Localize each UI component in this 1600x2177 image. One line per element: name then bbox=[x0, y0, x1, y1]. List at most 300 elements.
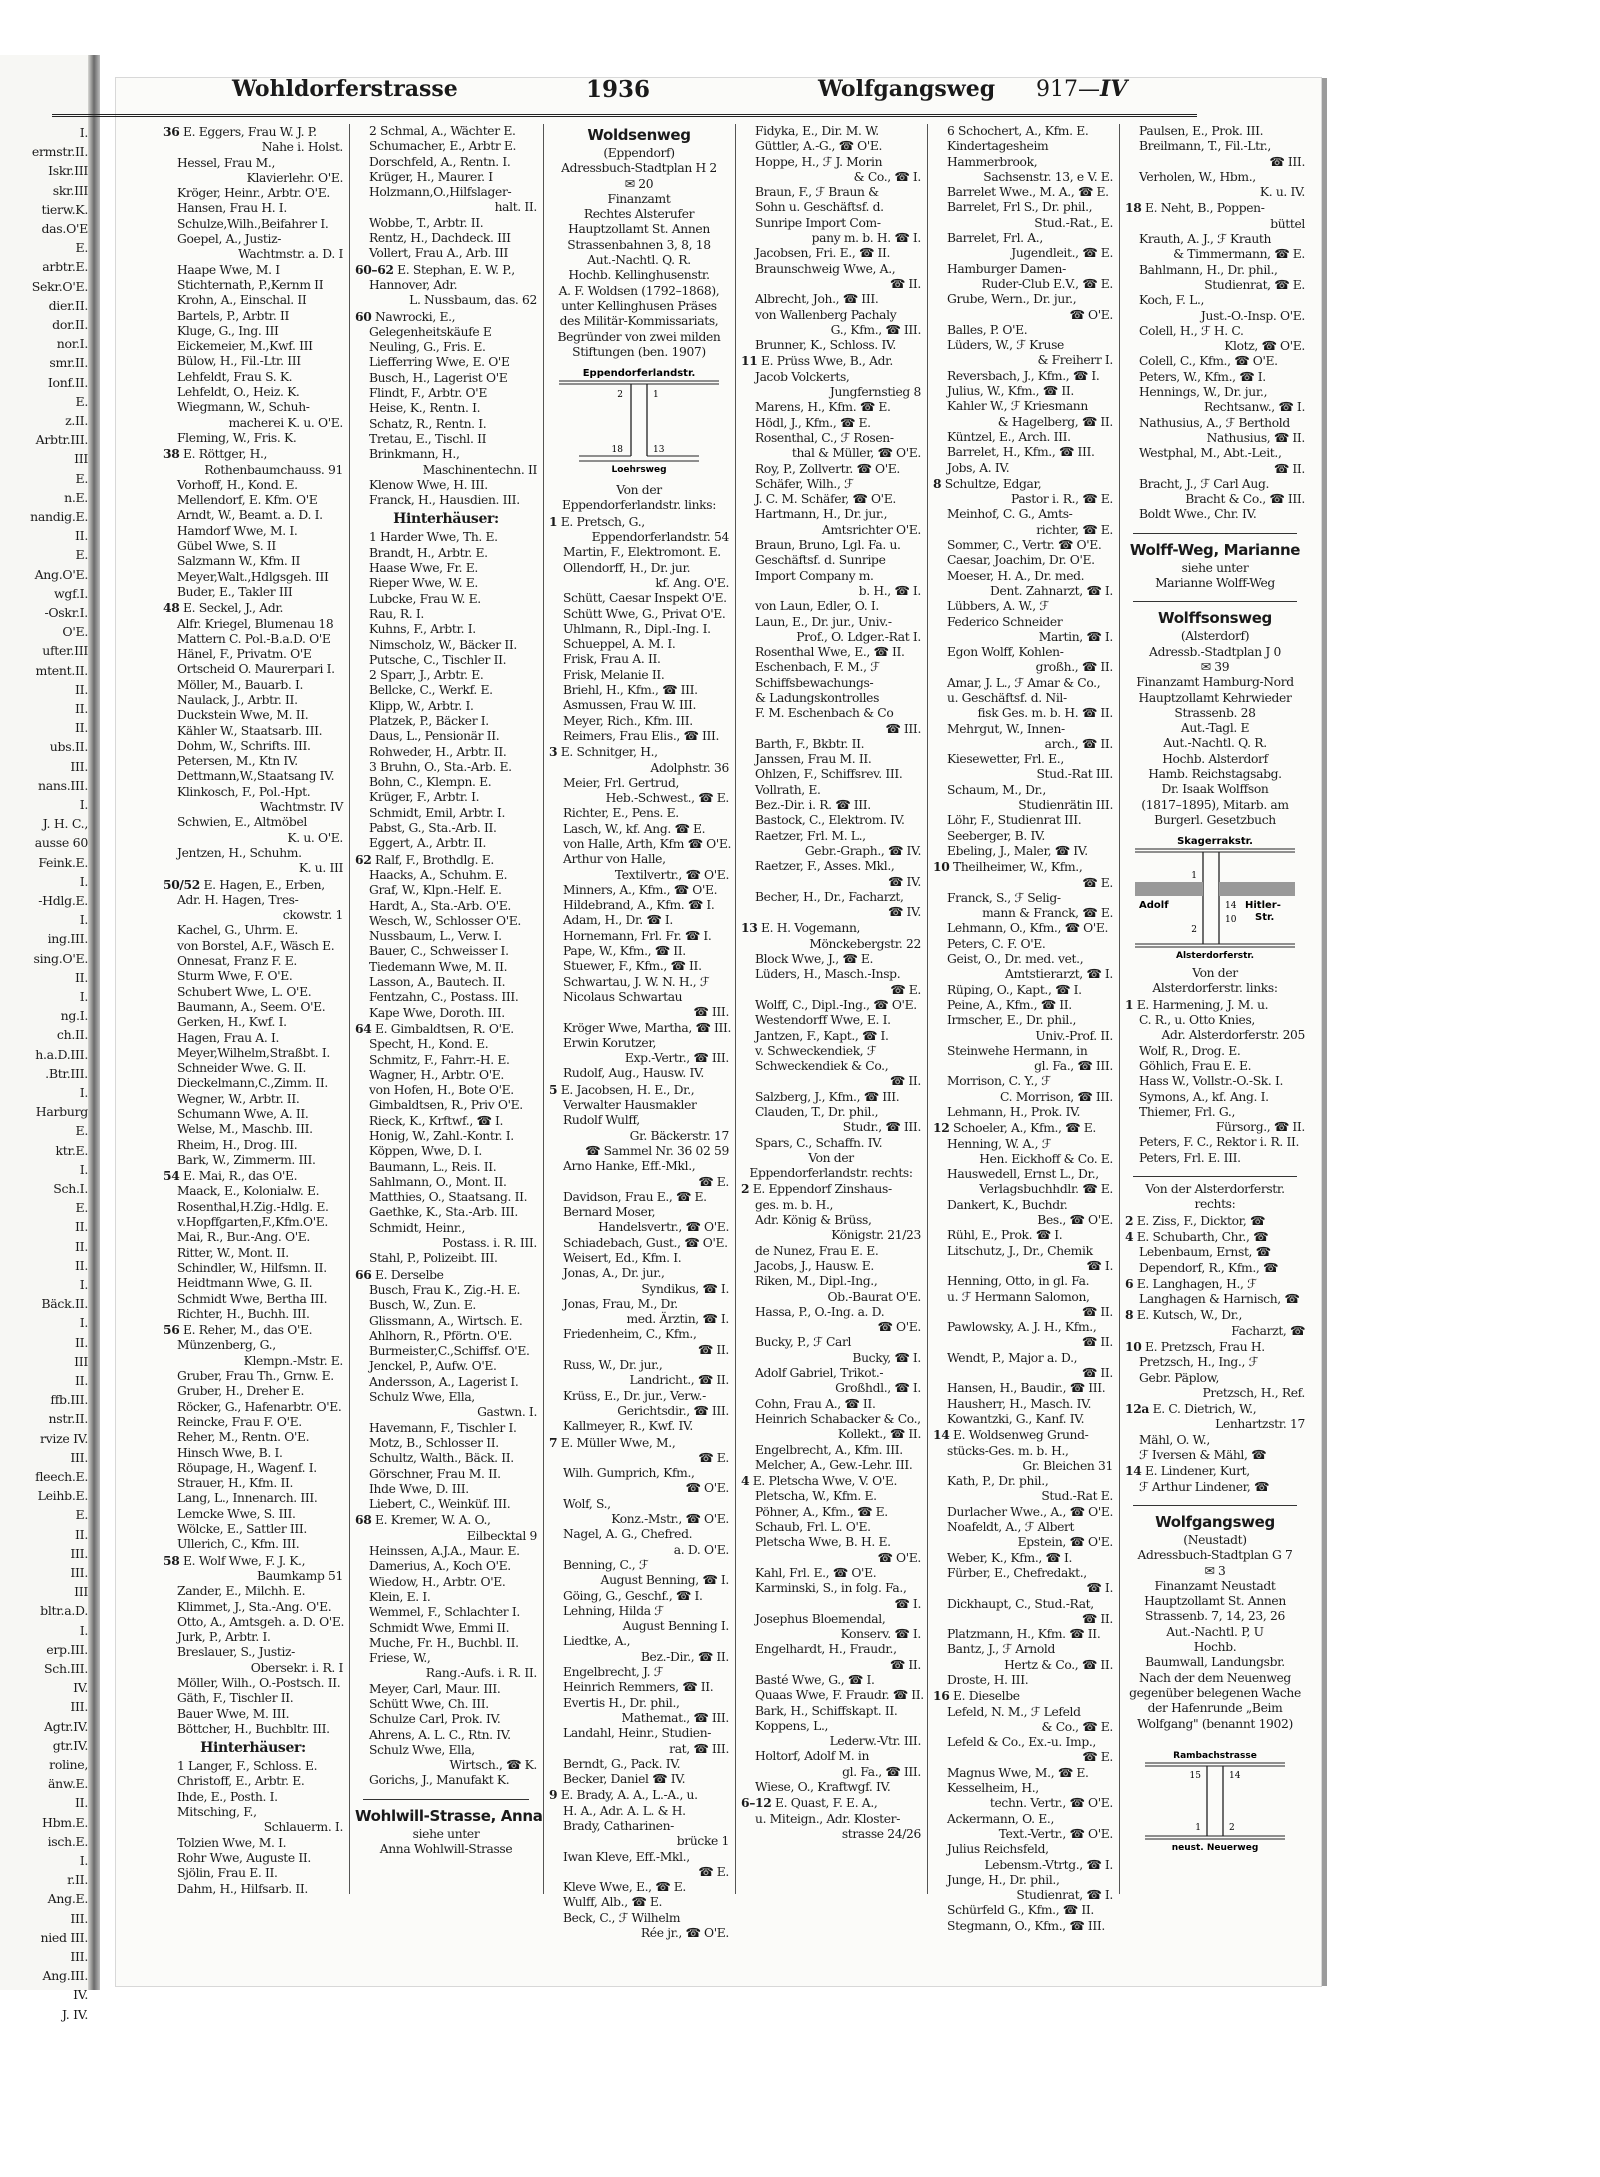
entry-continuation: Gebr.-Graph., ☎ IV. bbox=[804, 843, 921, 858]
left-page-fragment-line: ermstr.II. bbox=[31, 144, 88, 160]
directory-entry-line: Bahlmann, H., Dr. phil., bbox=[1139, 262, 1278, 277]
directory-entry-line: Amar, J. L., ℱ Amar & Co., bbox=[947, 675, 1101, 690]
directory-entry-line: Wagner, H., Arbtr. O'E. bbox=[369, 1067, 504, 1082]
directory-entry-line: Baumann, A., Seem. O'E. bbox=[177, 999, 326, 1014]
directory-entry-line: Kath, P., Dr. phil., bbox=[947, 1474, 1049, 1489]
directory-entry-line: Krüger, F., Arbtr. I. bbox=[369, 790, 480, 805]
directory-entry-line: Salzmann W., Kfm. II bbox=[177, 554, 301, 569]
house-number: 9 bbox=[549, 1787, 558, 1803]
directory-entry-line: H. A., Adr. A. L. & H. bbox=[563, 1803, 686, 1818]
directory-entry-line: Kähler W., Staatsarb. III. bbox=[177, 723, 323, 738]
entry-continuation: Konserv. ☎ I. bbox=[840, 1627, 921, 1642]
house-number-entry: 10 E. Pretzsch, Frau H. bbox=[1125, 1339, 1265, 1354]
entry-continuation: Eilbecktal 9 bbox=[466, 1528, 537, 1543]
directory-entry-line: Vollert, Frau A., Arb. III bbox=[369, 246, 509, 261]
entry-continuation: Hen. Eickhoff & Co. E. bbox=[979, 1151, 1113, 1166]
entry-continuation: Studienrat, ☎ I. bbox=[1016, 1888, 1113, 1903]
directory-entry-line: Sunripe Import Com- bbox=[755, 215, 881, 230]
directory-entry-line: Brady, Catharinen- bbox=[563, 1818, 674, 1833]
entry-continuation: ☎ II. bbox=[1081, 1335, 1113, 1350]
street-info-line: Hauptzollamt St. Annen bbox=[1144, 1594, 1286, 1609]
map-number: 18 bbox=[611, 445, 623, 456]
left-page-fragment-line: z.II. bbox=[65, 413, 88, 428]
house-number: 36 bbox=[163, 124, 180, 139]
left-page-fragment-line: nied III. bbox=[40, 1929, 88, 1945]
house-number-entry: 4 E. Schubarth, Chr., ☎ bbox=[1125, 1228, 1269, 1244]
entry-continuation: Heb.-Schwest., ☎ E. bbox=[605, 791, 729, 806]
house-number: 60–62 bbox=[355, 261, 394, 277]
entry-continuation: & Freiherr I. bbox=[1037, 353, 1113, 368]
house-number: 66 bbox=[355, 1266, 372, 1282]
directory-entry-line: Sommer, C., Vertr. ☎ O'E. bbox=[947, 538, 1102, 553]
directory-entry-line: Bastock, C., Elektrom. IV. bbox=[755, 813, 905, 828]
directory-entry-line: Wolff, C., Dipl.-Ing., ☎ O'E. bbox=[755, 997, 917, 1012]
left-page-fragment-line: II. bbox=[75, 720, 88, 736]
map-label-left: Adolf bbox=[1139, 900, 1169, 912]
directory-entry-line: Boldt Wwe., Chr. IV. bbox=[1139, 507, 1257, 522]
directory-entry-line: Schultz, Walth., Bäck. II. bbox=[369, 1451, 514, 1466]
street-map-svg bbox=[1125, 1736, 1305, 1866]
street-info-line: Marianne Wolff-Weg bbox=[1155, 576, 1275, 591]
entry-continuation: Eppendorferlandstr. 54 bbox=[591, 530, 729, 545]
directory-entry-line: Baumann, L., Reis. II. bbox=[369, 1159, 497, 1174]
left-page-fragment-line: II. bbox=[75, 1795, 88, 1811]
street-info-line: Baumwall, Landungsbr. bbox=[1145, 1655, 1285, 1670]
directory-entry-line: Schumann Wwe, A. II. bbox=[177, 1107, 309, 1121]
directory-entry-line: Fidyka, E., Dir. M. W. bbox=[755, 124, 879, 138]
entry-continuation: Schlauerm. I. bbox=[263, 1820, 343, 1835]
directory-entry-line: Becher, H., Dr., Facharzt, bbox=[755, 889, 904, 904]
directory-entry-line: Grube, Wern., Dr. jur., bbox=[947, 292, 1077, 307]
directory-entry-line: de Nunez, Frau E. E. bbox=[755, 1243, 879, 1258]
directory-entry-line: Rosenthal Wwe, E., ☎ II. bbox=[755, 645, 905, 660]
entry-continuation: gl. Fa., ☎ III. bbox=[842, 1764, 921, 1779]
left-page-fragment-line: Feink.E. bbox=[38, 854, 88, 870]
directory-entry-line: Nathusius, A., ℱ Berthold bbox=[1139, 415, 1290, 430]
directory-entry-line: Schiadebach, Gust., ☎ O'E. bbox=[563, 1235, 728, 1250]
street-info-line: rechts: bbox=[1194, 1197, 1236, 1212]
directory-entry-line: 1 Langer, F., Schloss. E. bbox=[177, 1759, 318, 1774]
directory-entry-line: Kröger Wwe, Martha, ☎ III. bbox=[563, 1020, 732, 1035]
directory-entry-line: Tiedemann Wwe, M. II. bbox=[369, 959, 508, 974]
column-2 bbox=[355, 124, 543, 1894]
map-number: 1 bbox=[653, 390, 659, 401]
directory-entry-line: Schmitz, F., Fahrr.-H. E. bbox=[369, 1052, 510, 1067]
directory-entry-line: Wobbe, T., Arbtr. II. bbox=[369, 215, 484, 230]
house-number: 8 bbox=[933, 475, 942, 491]
house-number: 62 bbox=[355, 851, 372, 867]
street-info-line: (Eppendorf) bbox=[603, 146, 675, 160]
street-info-line: Anna Wohlwill-Strasse bbox=[379, 1842, 513, 1857]
directory-entry-line: Sohn u. Geschäftsf. d. bbox=[755, 200, 884, 215]
directory-entry-line: Rheim, H., Drog. III. bbox=[177, 1137, 298, 1152]
house-number-entry: 48 E. Seckel, J., Adr. bbox=[163, 600, 284, 616]
directory-entry-line: Kahler W., ℱ Kriesmann bbox=[947, 399, 1088, 414]
directory-entry-line: Morrison, C. Y., ℱ bbox=[947, 1074, 1051, 1089]
directory-entry-line: Köppen, Wwe, D. I. bbox=[369, 1144, 482, 1159]
entry-continuation: ☎ II. bbox=[1081, 1304, 1113, 1319]
directory-entry-line: Koppens, L., bbox=[755, 1718, 829, 1733]
house-number: 64 bbox=[355, 1020, 372, 1036]
directory-entry-line: Jacobs, J., Hausw. E. bbox=[755, 1258, 874, 1273]
directory-entry-line: Bark, W., Zimmerm. III. bbox=[177, 1152, 316, 1167]
house-number: 38 bbox=[163, 446, 180, 462]
street-heading: Wolff-Weg, Marianne bbox=[1129, 540, 1301, 559]
entry-continuation: Gastwn. I. bbox=[477, 1405, 537, 1420]
map-number: 2 bbox=[1191, 925, 1197, 936]
entry-continuation: büttel bbox=[1270, 216, 1305, 231]
directory-entry-line: Schulz Wwe, Ella, bbox=[369, 1390, 475, 1405]
street-info-line: Begründer von zwei milden bbox=[557, 329, 721, 344]
entry-continuation: ☎ O'E. bbox=[685, 1481, 729, 1496]
house-number-entry: 62 Ralf, F., Brothdlg. E. bbox=[355, 851, 494, 867]
house-number: 6–12 bbox=[741, 1795, 772, 1811]
directory-entry-line: Bernard Moser, bbox=[563, 1205, 656, 1220]
directory-entry-line: Alfr. Kriegel, Blumenau 18 bbox=[177, 616, 334, 631]
entry-continuation: Ruder-Club E.V., ☎ E. bbox=[981, 276, 1113, 291]
page-number-prefix: 917— bbox=[1036, 77, 1100, 102]
entry-continuation: ☎ II. bbox=[889, 276, 921, 291]
directory-entry-line: Droste, H. III. bbox=[947, 1672, 1029, 1687]
house-number-entry: 68 E. Kremer, W. A. O., bbox=[355, 1512, 491, 1528]
directory-entry-line: Gimbaldtsen, R., Priv O'E. bbox=[369, 1098, 523, 1113]
directory-entry-line: Breilmann, T., Fil.-Ltr., bbox=[1139, 139, 1271, 154]
left-page-fragment-line: arbtr.E. bbox=[42, 259, 88, 275]
left-page-fragment-line: I. bbox=[79, 1277, 88, 1292]
directory-entry-line: Liedtke, A., bbox=[563, 1634, 631, 1649]
map-number: 15 bbox=[1189, 1770, 1201, 1781]
directory-entry-line: Schaub, Frl. L. O'E. bbox=[755, 1520, 871, 1535]
directory-entry-line: Hödl, J., Kfm., ☎ E. bbox=[755, 415, 871, 430]
directory-entry-line: Briehl, H., Kfm., ☎ III. bbox=[563, 683, 698, 698]
street-info-line: Wolfgang" (benannt 1902) bbox=[1137, 1716, 1293, 1731]
directory-entry-line: Cohn, Frau A., ☎ II. bbox=[755, 1396, 876, 1411]
directory-entry-line: Peine, A., Kfm., ☎ II. bbox=[947, 997, 1072, 1012]
directory-entry-line: Bülow, H., Fil.-Ltr. III bbox=[177, 354, 301, 369]
entry-continuation: Just.-O.-Insp. O'E. bbox=[1200, 308, 1305, 323]
directory-entry-line: Thiemer, Frl. G., bbox=[1139, 1104, 1236, 1119]
directory-entry-line: Gelegenheitskäufe E bbox=[369, 324, 492, 339]
entry-continuation: rat, ☎ III. bbox=[669, 1741, 729, 1756]
house-number: 13 bbox=[741, 920, 758, 936]
directory-entry-line: Mattern C. Pol.-B.a.D. O'E bbox=[177, 631, 331, 646]
map-label-top: Eppendorferlandstr. bbox=[582, 368, 696, 380]
left-page-fragment-line: I. bbox=[79, 873, 88, 889]
street-map-wolfgangsweg bbox=[1125, 1736, 1305, 1866]
directory-entry-line: Hamburger Damen- bbox=[947, 261, 1066, 276]
house-number-entry: 5 E. Jacobsen, H. E., Dr., bbox=[549, 1081, 695, 1097]
directory-entry-line: Frisk, Frau A. II. bbox=[563, 652, 661, 667]
house-number: 7 bbox=[549, 1434, 558, 1450]
running-head-left: Wohldorferstrasse bbox=[232, 76, 458, 102]
street-info-line: des Militär-Kommissariats, bbox=[559, 314, 719, 329]
left-page-fragment-line: Ang.III. bbox=[42, 1968, 88, 1984]
directory-entry-line: Buder, E., Takler III bbox=[177, 584, 293, 599]
house-number: 10 bbox=[933, 859, 950, 875]
directory-entry-line: Brinkmann, H., bbox=[369, 447, 460, 462]
entry-continuation: Amtsrichter O'E. bbox=[821, 522, 921, 537]
directory-entry-line: Basté Wwe, G., ☎ I. bbox=[755, 1672, 875, 1687]
directory-entry-line: Schürfeld G., Kfm., ☎ II. bbox=[947, 1903, 1094, 1918]
left-page-fragment-line: isch.E. bbox=[47, 1833, 88, 1849]
entry-continuation: Rothenbaumchauss. 91 bbox=[204, 462, 343, 477]
entry-continuation: Martin, ☎ I. bbox=[1038, 629, 1113, 644]
entry-continuation: Studienrätin III. bbox=[1018, 798, 1113, 813]
directory-entry-line: Gorichs, J., Manufakt K. bbox=[369, 1773, 510, 1788]
directory-entry-line: Neuling, G., Fris. E. bbox=[369, 340, 486, 355]
directory-entry-line: Glissmann, A., Wirtsch. E. bbox=[369, 1313, 523, 1328]
street-info-line: Aut.-Nachtl. Q. R. bbox=[1163, 736, 1267, 751]
map-label-bottom: Alsterdorferstr. bbox=[1175, 951, 1255, 962]
directory-entry-line: Bauer Wwe, M. III. bbox=[177, 1706, 290, 1721]
street-info-line: Eppendorferlandstr. links: bbox=[561, 498, 717, 513]
entry-continuation: Studr., ☎ III. bbox=[842, 1120, 921, 1135]
left-page-fragment-line: r.II. bbox=[67, 1872, 88, 1888]
entry-continuation: med. Ärztin, ☎ I. bbox=[626, 1312, 729, 1327]
house-number-entry: 2 E. Ziss, F., Dicktor, ☎ bbox=[1125, 1212, 1265, 1228]
directory-entry-line: Burmeister,C.,Schiffsf. O'E. bbox=[369, 1344, 530, 1359]
entry-continuation: Stud.-Rat III. bbox=[1036, 767, 1113, 782]
street-info-line: Strassenbahnen 3, 8, 18 bbox=[567, 237, 711, 252]
left-page-fragment-line: II. bbox=[75, 1257, 88, 1273]
entry-continuation: Stud.-Rat., E. bbox=[1034, 215, 1113, 230]
entry-continuation: kf. Ang. O'E. bbox=[655, 575, 729, 590]
directory-entry-line: Rohr Wwe, Auguste II. bbox=[177, 1850, 311, 1865]
directory-entry-line: Friese, W., bbox=[369, 1651, 431, 1666]
directory-entry-line: Liebert, C., Weinküf. III. bbox=[369, 1497, 511, 1512]
entry-continuation: ☎ IV. bbox=[888, 874, 921, 889]
entry-continuation: Handelsvertr., ☎ O'E. bbox=[598, 1220, 729, 1235]
directory-entry-line: Dahm, H., Hilfsarb. II. bbox=[177, 1881, 308, 1896]
directory-entry-line: Dankert, K., Buchdr. bbox=[947, 1197, 1068, 1212]
left-page-fragment-line: fleech.E. bbox=[35, 1469, 88, 1484]
directory-entry-line: Pabst, G., Sta.-Arb. II. bbox=[369, 821, 497, 836]
page-number bbox=[1036, 76, 1127, 102]
directory-entry-line: Wilh. Gumprich, Kfm., bbox=[563, 1466, 695, 1481]
left-page-fragment-line: ufter.III bbox=[42, 643, 88, 659]
directory-entry-line: Richter, E., Pens. E. bbox=[563, 806, 679, 821]
entry-continuation: ☎ II. bbox=[889, 1074, 921, 1089]
entry-continuation: & Co., ☎ I. bbox=[853, 169, 921, 184]
entry-continuation: Rechtsanw., ☎ I. bbox=[1203, 400, 1305, 415]
left-page-fragment-line: Sch.I. bbox=[53, 1181, 88, 1196]
entry-continuation: Rée jr., ☎ O'E. bbox=[640, 1926, 729, 1941]
column-divider bbox=[349, 124, 350, 1894]
directory-entry-line: Flindt, F., Arbtr. O'E bbox=[369, 386, 487, 401]
directory-entry-line: Fleming, W., Fris. K. bbox=[177, 430, 297, 445]
directory-entry-line: Landahl, Heinr., Studien- bbox=[563, 1726, 712, 1741]
left-page-fragment-line: mtent.II. bbox=[35, 662, 88, 678]
directory-entry-line: Tolzien Wwe, M. I. bbox=[177, 1835, 287, 1850]
directory-entry-line: Hänel, F., Privatm. O'E bbox=[177, 647, 312, 662]
house-number-entry: 8 E. Kutsch, W., Dr., bbox=[1125, 1307, 1243, 1323]
directory-entry-line: Hoppe, H., ℱ J. Morin bbox=[755, 154, 883, 169]
directory-entry-line: Adolf Gabriel, Trikot.- bbox=[755, 1366, 884, 1381]
header-rule bbox=[52, 114, 1197, 119]
directory-entry-line: Ritter, W., Mont. II. bbox=[177, 1245, 289, 1260]
directory-entry-line: Kowantzki, G., Kanf. IV. bbox=[947, 1411, 1085, 1426]
directory-entry-line: Naulack, J., Arbtr. II. bbox=[177, 692, 298, 707]
left-page-fragment-line: II. bbox=[75, 701, 88, 716]
directory-entry-line: Mitsching, F., bbox=[177, 1805, 257, 1820]
directory-entry-line: Lehmann, H., Prok. IV. bbox=[947, 1105, 1081, 1119]
directory-entry-line: Lubcke, Frau W. E. bbox=[369, 591, 481, 606]
street-info-line: Finanzamt Neustadt bbox=[1154, 1578, 1276, 1593]
left-page-fragment-line: ausse 60 bbox=[34, 835, 88, 851]
left-page-fragment-line: E. bbox=[75, 240, 88, 256]
entry-continuation: ☎ E. bbox=[698, 1174, 729, 1189]
house-number-entry: 64 E. Gimbaldtsen, R. O'E. bbox=[355, 1020, 514, 1036]
house-number: 1 bbox=[1125, 996, 1134, 1012]
directory-entry-line: Kesselheim, H., bbox=[947, 1781, 1039, 1796]
directory-entry-line: Petersen, M., Ktn IV. bbox=[177, 754, 298, 769]
street-info-line: ✉ 39 bbox=[1200, 659, 1230, 674]
street-heading: Wolfgangsweg bbox=[1155, 1512, 1275, 1531]
directory-entry-line: Eschenbach, F. M., ℱ bbox=[755, 660, 880, 675]
entry-continuation: großh., ☎ II. bbox=[1035, 660, 1113, 675]
house-number: 3 bbox=[549, 744, 558, 760]
left-page-fragment-line: ing.III. bbox=[47, 931, 88, 947]
entry-continuation: Sachsenstr. 13, e V. E. bbox=[983, 169, 1113, 184]
directory-entry-line: Schwien, E., Altmöbel bbox=[177, 815, 307, 830]
directory-entry-line: Lasson, A., Bautech. II. bbox=[369, 975, 506, 990]
house-number: 2 bbox=[1125, 1212, 1134, 1228]
left-page-fragment-line: -Oskr.I. bbox=[44, 605, 88, 620]
entry-continuation: Konz.-Mstr., ☎ O'E. bbox=[611, 1512, 729, 1527]
left-page-fragment-line: III. bbox=[70, 1545, 88, 1561]
left-page-fragment-line: E. bbox=[75, 470, 88, 486]
directory-entry-line: Westendorff Wwe, E. I. bbox=[755, 1013, 891, 1028]
directory-entry-line: Barrelet, Frl S., Dr. phil., bbox=[947, 200, 1093, 215]
directory-entry-line: Schiffsbewachungs- bbox=[755, 675, 874, 690]
directory-entry-line: Busch, Frau K., Zig.-H. E. bbox=[369, 1282, 521, 1297]
directory-entry-line: Dickhaupt, C., Stud.-Rat, bbox=[947, 1596, 1094, 1611]
entry-continuation: Exp.-Vertr., ☎ III. bbox=[624, 1051, 729, 1066]
entry-continuation: Wirtsch., ☎ K. bbox=[449, 1758, 537, 1773]
column-1 bbox=[163, 124, 343, 1894]
directory-entry-line: Kröger, Heinr., Arbtr. O'E. bbox=[177, 186, 330, 201]
house-number-entry: 50/52 E. Hagen, E., Erben, bbox=[163, 876, 325, 892]
street-info-line: Strassenb. 28 bbox=[1174, 705, 1256, 720]
directory-entry-line: Pretzsch, H., Ing., ℱ bbox=[1139, 1355, 1258, 1370]
street-info-line: Finanzamt bbox=[607, 191, 671, 206]
directory-entry-line: ℱ Arthur Lindener, ☎ bbox=[1139, 1479, 1269, 1494]
street-info-line: Von der Alsterdorferstr. bbox=[1145, 1182, 1285, 1197]
directory-entry-line: Bohn, C., Klempn. E. bbox=[369, 775, 492, 790]
entry-continuation: Lebensm.-Vtrtg., ☎ I. bbox=[984, 1857, 1113, 1872]
directory-entry-line: Mellendorf, E. Kfm. O'E bbox=[177, 493, 318, 508]
column-divider bbox=[1119, 124, 1120, 1894]
left-page-fragment-line: III. bbox=[70, 758, 88, 774]
left-page-fragment-line: III. bbox=[70, 1449, 88, 1465]
street-info-line: unter Kellinghusen Präses bbox=[561, 298, 717, 313]
entry-continuation: Wachtmstr. IV bbox=[259, 800, 343, 815]
directory-entry-line: Christoff, E., Arbtr. E. bbox=[177, 1774, 305, 1789]
directory-entry-line: Wiegmann, W., Schuh- bbox=[177, 400, 310, 415]
directory-entry-line: Goepel, A., Justiz- bbox=[177, 232, 282, 247]
directory-entry-line: Muche, Fr. H., Buchbl. II. bbox=[369, 1635, 519, 1650]
directory-entry-line: Friedenheim, C., Kfm., bbox=[563, 1327, 697, 1342]
entry-continuation: thal & Müller, ☎ O'E. bbox=[791, 446, 921, 461]
house-number: 54 bbox=[163, 1168, 180, 1184]
left-page-fragment-line: III bbox=[74, 1584, 88, 1600]
left-page-fragment-line: Bäck.II. bbox=[41, 1296, 88, 1312]
directory-entry-line: Arthur von Halle, bbox=[563, 852, 666, 867]
column-6 bbox=[1125, 124, 1305, 1894]
directory-entry-line: Schütt, Caesar Inspekt O'E. bbox=[563, 591, 727, 606]
directory-entry-line: Jurk, P., Arbtr. I. bbox=[177, 1630, 271, 1645]
left-page-fragment-line: I. bbox=[79, 797, 88, 812]
directory-entry-line: 1 Harder Wwe, Th. E. bbox=[369, 530, 498, 545]
house-number: 58 bbox=[163, 1552, 180, 1568]
directory-entry-line: Dependorf, R., Kfm., ☎ bbox=[1139, 1260, 1279, 1275]
directory-entry-line: Moeser, H. A., Dr. med. bbox=[947, 568, 1085, 583]
directory-entry-line: Symons, A., kf. Ang. I. bbox=[1139, 1089, 1269, 1104]
directory-entry-line: Lefeld & Co., Ex.-u. Imp., bbox=[947, 1735, 1096, 1750]
directory-entry-line: Kallmeyer, R., Kwf. IV. bbox=[563, 1419, 693, 1434]
directory-entry-line: Richter, H., Buchh. III. bbox=[177, 1306, 310, 1321]
left-page-fragment-line: Agtr.IV. bbox=[44, 1718, 88, 1734]
directory-entry-line: Möller, Wilh., O.-Postsch. II. bbox=[177, 1675, 341, 1690]
directory-entry-line: Colell, H., ℱ H. C. bbox=[1139, 323, 1244, 338]
directory-entry-line: Marens, H., Kfm. ☎ E. bbox=[755, 400, 891, 415]
house-number-entry: 1 E. Pretsch, G., bbox=[549, 513, 645, 529]
directory-entry-line: Frisk, Melanie II. bbox=[563, 667, 665, 682]
street-info-line: (1817–1895), Mitarb. am bbox=[1141, 797, 1289, 812]
directory-entry-line: Rentz, H., Dachdeck. III bbox=[369, 231, 511, 246]
directory-entry-line: Kape Wwe, Doroth. III. bbox=[369, 1005, 505, 1020]
directory-entry-line: Hardt, A., Sta.-Arb. O'E. bbox=[369, 898, 511, 913]
directory-entry-line: Barth, F., Bkbtr. II. bbox=[755, 736, 865, 751]
map-number: 13 bbox=[653, 445, 665, 456]
map-label-top: Rambachstrasse bbox=[1173, 1750, 1257, 1761]
entry-continuation: Facharzt, ☎ bbox=[1231, 1323, 1305, 1338]
left-page-fragment-line: Ang.O'E. bbox=[34, 566, 88, 582]
directory-entry-line: Mähl, O. W., bbox=[1139, 1432, 1210, 1447]
entry-continuation: Lederw.-Vtr. III. bbox=[829, 1734, 921, 1749]
directory-entry-line: Heidtmann Wwe, G. II. bbox=[177, 1276, 313, 1291]
directory-entry-line: Hamdorf Wwe, M. I. bbox=[177, 523, 298, 538]
left-page-fragment-line: smr.II. bbox=[49, 355, 88, 371]
directory-entry-line: Peters, F. C., Rektor i. R. II. bbox=[1139, 1135, 1300, 1150]
street-info-line: gegenüber belegenen Wache bbox=[1129, 1685, 1301, 1700]
section-rule bbox=[1133, 1497, 1297, 1506]
entry-continuation: brücke 1 bbox=[676, 1834, 729, 1849]
entry-continuation: Postass. i. R. III. bbox=[442, 1236, 537, 1251]
entry-continuation: Maschinentechn. II bbox=[422, 462, 537, 477]
directory-entry-line: 6 Schochert, A., Kfm. E. bbox=[947, 124, 1089, 138]
entry-continuation: Fürsorg., ☎ II. bbox=[1215, 1120, 1305, 1135]
entry-continuation: Nathusius, ☎ II. bbox=[1206, 430, 1305, 445]
house-number: 14 bbox=[933, 1427, 950, 1443]
directory-entry-line: Hausherr, H., Masch. IV. bbox=[947, 1396, 1092, 1411]
directory-entry-line: Löhr, F., Studienrat III. bbox=[947, 813, 1082, 828]
street-info-line: Aut.-Tagl. E bbox=[1180, 721, 1250, 736]
directory-entry-line: Wegner, W., Arbtr. II. bbox=[177, 1091, 300, 1106]
street-info-line: Eppendorferlandstr. rechts: bbox=[749, 1166, 913, 1181]
directory-entry-line: Junge, H., Dr. phil., bbox=[947, 1872, 1060, 1887]
directory-entry-line: Hassa, P., O.-Ing. a. D. bbox=[755, 1304, 885, 1319]
directory-entry-line: Stegmann, O., Kfm., ☎ III. bbox=[947, 1918, 1105, 1933]
directory-entry-line: Jacob Volckerts, bbox=[755, 369, 850, 384]
directory-entry-line: Strauer, H., Kfm. II. bbox=[177, 1476, 294, 1491]
house-number: 2 bbox=[741, 1181, 750, 1197]
directory-entry-line: Peters, C. F. O'E. bbox=[947, 936, 1046, 951]
street-info-line: Hauptzollamt St. Annen bbox=[568, 222, 710, 237]
street-map-svg bbox=[549, 364, 729, 479]
directory-entry-line: Hauswedell, Ernst L., Dr., bbox=[947, 1167, 1099, 1182]
house-number: 5 bbox=[549, 1081, 558, 1097]
